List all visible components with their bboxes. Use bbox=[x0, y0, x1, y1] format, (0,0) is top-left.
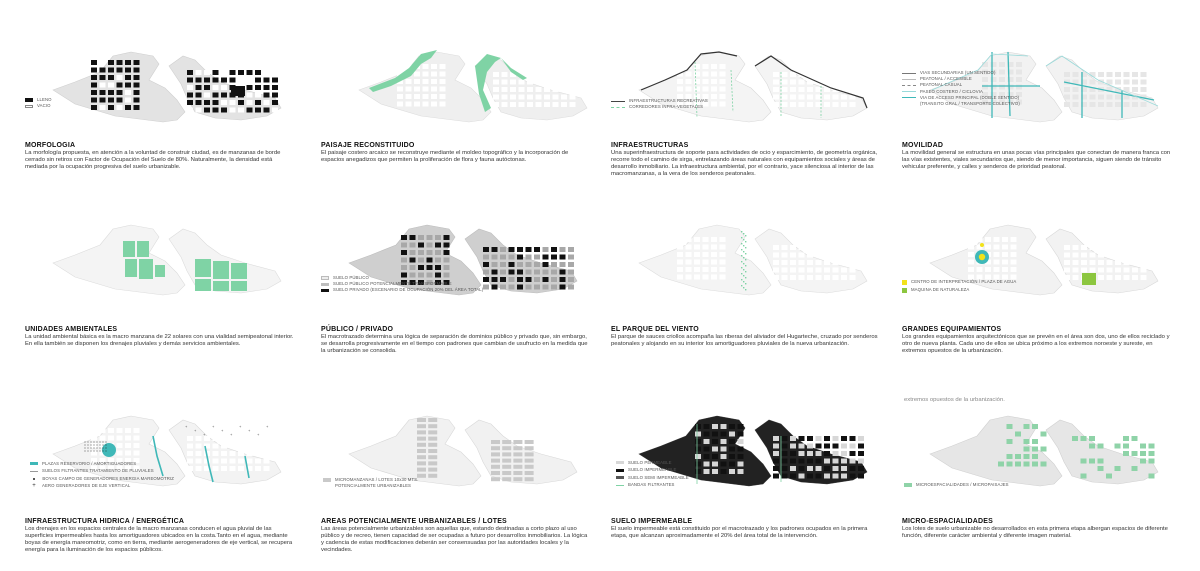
legend: SUELO PERMEABLE SUELO IMPERMEABLE SUELO SEMI IMPERMEABLE BANDAS FILTRANTES bbox=[616, 459, 689, 489]
svg-text:+: + bbox=[239, 424, 242, 429]
diagram-areas bbox=[321, 400, 591, 535]
svg-text:+: + bbox=[230, 432, 233, 437]
panel-text: Los grandes equipamientos arquitectónicos que se prevén en el área son dos, uno de ellos reciclado y otro de nueva planta. Cada uno de ellos se ubica próximo a los extremos noroeste y sureste, en extremos opuestos de la urbanización. bbox=[902, 333, 1170, 354]
panel-text: El macrotrazado determina una lógica de separación de dominios público y privado que, sin embargo, se desarrolla progresivamente en el tiempo con padrones que cambian de usufructo en la medida que la urbanización se consolida. bbox=[321, 333, 588, 354]
panel-text: El parque de sauces criollos acompaña las riberas del aliviador del Hugarteche, cruzado por senderos peatonales y alojando en su interior los amortiguadores pluviales de la nueva urbanización. bbox=[611, 333, 878, 347]
panel-text: La morfología propuesta, en atención a la voluntad de construir ciudad, es de manzanas de borde cerrado sin retiros con Factor de Ocupación del Suelo de 80%. Naturalmente, la densidad está mediada por la ocupación progresiva del suelo urbanizable. bbox=[25, 149, 281, 170]
panel-text: Los lotes de suelo urbanizable no desarrollados en esta primera etapa albergan espacios de diferente función, diferente carácter ambiental y diferente imagen material. bbox=[902, 525, 1168, 539]
diagram-parque bbox=[611, 205, 881, 340]
caption bbox=[321, 518, 591, 554]
svg-text:+: + bbox=[257, 432, 260, 437]
panel-text: Los drenajes en los espacios centrales de la macro manzanas conducen el agua pluvial de las superficies impermeables hasta los amortiguadores ubicados en la costa.Tanto en el agua, mediante boyas de energía mareomotriz, como en tierra, mediante aerogeneradores de eje vertical, se recupera energía para la iluminación de los espacios públicos. bbox=[25, 525, 293, 553]
panel-text: Una superinfraestructura de soporte para actividades de ocio y esparcimiento, de geometría orgánica, recorre todo el camino de sirga, entrelazando áreas naturales con equipamientos sociales y áreas de desarrollo inmobiliario. La infraestructura ambiental, por el contrario, yace silenciosa al interior de las macromanzanas, a la vera de los senderos peatonales. bbox=[611, 149, 878, 177]
panel-title: SUELO IMPERMEABLE bbox=[611, 518, 693, 525]
caption bbox=[25, 518, 295, 554]
caption bbox=[611, 518, 881, 540]
svg-text:+: + bbox=[212, 424, 215, 429]
caption bbox=[25, 326, 295, 348]
legend: VIAS SECUNDARIAS (UN SENTIDO) PEATONAL / ACCESIBLE PEATONAL CASUAL PASEO COSTERO / CICLOVIA VIA DE ACCESO PRINCIPAL (DOBLE SENTIDO) (TRANSITO GRAL / TRANSPORTE COLECTIVO) bbox=[902, 70, 1020, 107]
caption bbox=[611, 326, 881, 348]
panel-text: La unidad ambiental básica es la macro manzana de 22 solares con una vialidad semipeatonal interior. En ella también se disponen los drenajes pluviales y demás servicios ambientales. bbox=[25, 333, 294, 347]
caption bbox=[321, 326, 591, 355]
caption bbox=[902, 518, 1172, 540]
panel-title: MICRO-ESPACIALIDADES bbox=[902, 518, 993, 525]
stray-text: extremos opuestos de la urbanización. bbox=[904, 397, 1005, 403]
svg-text:+: + bbox=[194, 428, 197, 433]
diagram-publico bbox=[321, 205, 591, 340]
site-plan bbox=[321, 40, 591, 140]
panel-title: PAISAJE RECONSTITUIDO bbox=[321, 142, 415, 149]
svg-text:+: + bbox=[203, 432, 206, 437]
panel-title: INFRAESTRUCTURAS bbox=[611, 142, 689, 149]
diagram-unidades bbox=[25, 205, 295, 340]
caption bbox=[611, 142, 881, 178]
site-plan bbox=[25, 205, 295, 305]
caption bbox=[321, 142, 591, 164]
caption bbox=[902, 326, 1172, 355]
svg-text:+: + bbox=[221, 428, 224, 433]
legend: PLAZAS RESERVORIO / AMORTIGUADORES SUELOS FILTRANTES TRATAMIENTO DE PLUVIALES BOYAS CAMPO DE GENERADORES ENERGIA MAREOMOTRIZ + AERO GENERADORES DE EJE VERTICAL bbox=[30, 460, 174, 490]
legend: MICROESPACIALIDADES / MICROPAISAJES bbox=[904, 482, 1009, 488]
site-plan bbox=[611, 205, 881, 305]
site-plan bbox=[25, 40, 295, 140]
panel-title: GRANDES EQUIPAMIENTOS bbox=[902, 326, 1002, 333]
legend: LLENO VACIO bbox=[25, 97, 52, 109]
panel-title: EL PARQUE DEL VIENTO bbox=[611, 326, 699, 333]
panel-text: El paisaje costero arcaico se reconstruye mediante el moldeo topográfico y la incorporación de espacios anegadizos que permiten la proliferación de flora y fauna autóctonas. bbox=[321, 149, 569, 163]
svg-text:+: + bbox=[185, 424, 188, 429]
panel-title: MOVILIDAD bbox=[902, 142, 944, 149]
svg-text:+: + bbox=[266, 424, 269, 429]
panel-title: UNIDADES AMBIENTALES bbox=[25, 326, 118, 333]
diagram-equipamientos bbox=[902, 205, 1172, 340]
caption bbox=[25, 142, 295, 171]
panel-title: INFRAESTRUCTURA HIDRICA / ENERGÉTICA bbox=[25, 518, 185, 525]
caption bbox=[902, 142, 1172, 171]
panel-title: PÚBLICO / PRIVADO bbox=[321, 326, 394, 333]
site-plan bbox=[611, 40, 881, 140]
panel-title: MORFOLOGIA bbox=[25, 142, 76, 149]
panel-text: El suelo impermeable está constituido por el macrotrazado y los padrones ocupados en la primera etapa, que alcanzan aproximadamente el 20% del área total de la intervención. bbox=[611, 525, 868, 539]
legend: INFRAESTRUCTURAS RECREATIVAS CORREDORES INFRA-VEGETALES bbox=[611, 98, 708, 110]
panel-text: Las áreas potencialmente urbanizables son aquellas que, estando destinadas a corto plazo al uso público y de recreo, tienen capacidad de ser ocupadas a futuro por desarrollos inmobiliarios. La lógica y cadencia de estas modificaciones deberán ser consensuadas por las autoridades locales y la vecindades. bbox=[321, 525, 588, 553]
panel-text: La movilidad general se estructura en unas pocas vías principales que conectan de manera franca con las vías existentes, viales secundarios que, siendo de menor importancia, siguen siendo de tránsito vehicular preferente, y calles y senderos de prioridad peatonal. bbox=[902, 149, 1171, 170]
panel-title: AREAS POTENCIALMENTE URBANIZABLES / LOTES bbox=[321, 518, 507, 525]
legend: MICROMANZANAS / LOTES 10x30 MTS. POTENCIALMENTE URBANIZABLES bbox=[323, 477, 418, 489]
svg-text:+: + bbox=[248, 428, 251, 433]
diagram-micro bbox=[902, 400, 1172, 535]
legend: SUELO PÚBLICO SUELO PÚBLICO POTENCIALMENTE TRANSFORMABLE SUELO PRIVADO (ESCENARIO DE OCUPACIÓN 20% DEL ÁREA TOTAL) bbox=[321, 275, 483, 294]
legend: CENTRO DE INTERPRETACIÓN / PLAZA DE AGUA MAQUINA DE NATURALEZA bbox=[902, 278, 1016, 294]
